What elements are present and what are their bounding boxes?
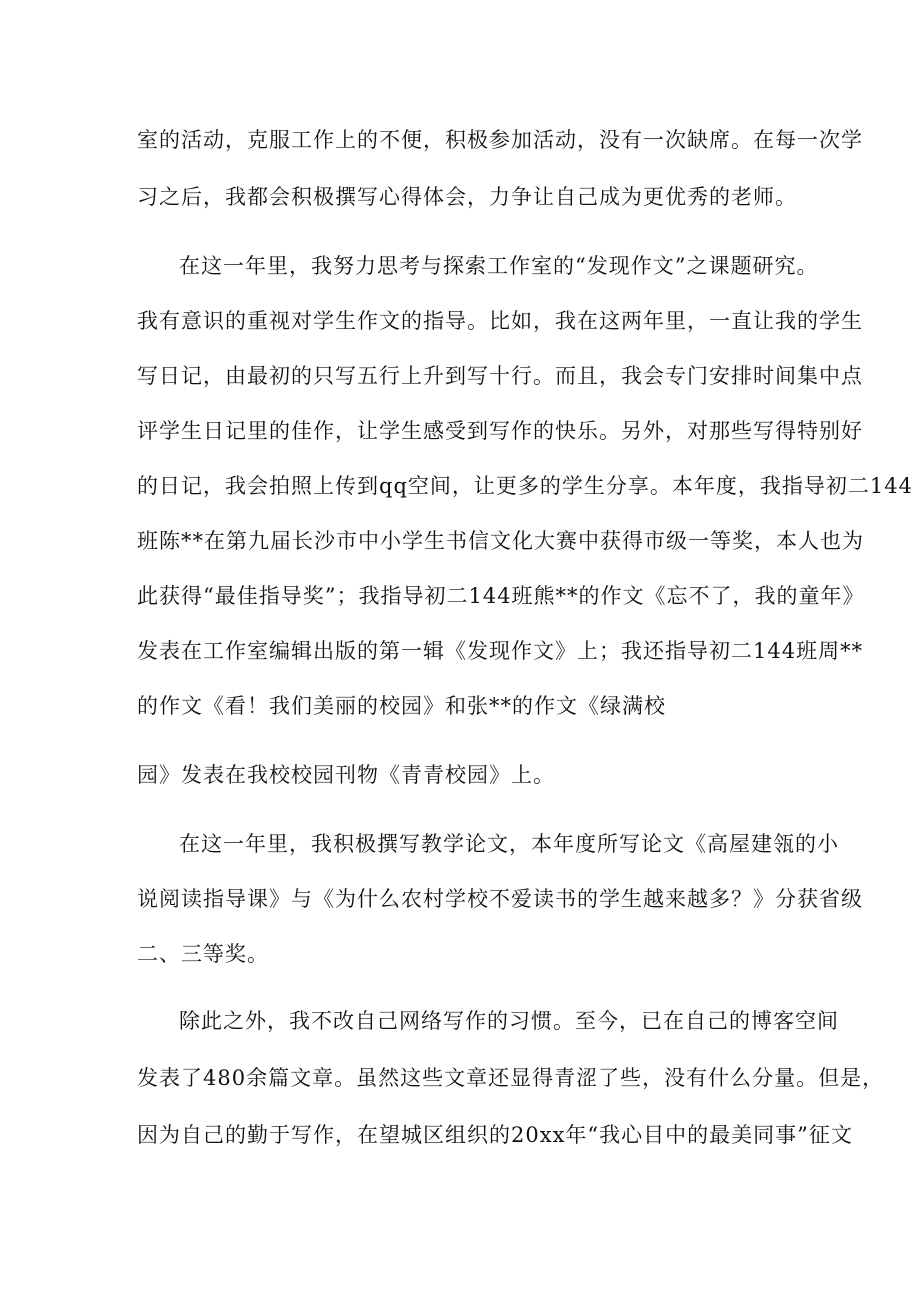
text-line: 的日记，我会拍照上传到qq空间，让更多的学生分享。本年度，我指导初二144 — [137, 474, 913, 498]
text-line: 我有意识的重视对学生作文的指导。比如，我在这两年里，一直让我的学生 — [137, 309, 863, 333]
paragraph-start-line: 在这一年里，我积极撰写教学论文，本年度所写论文《高屋建瓴的小 — [179, 832, 839, 856]
text-line: 写日记，由最初的只写五行上升到写十行。而且，我会专门安排时间集中点 — [137, 364, 863, 388]
text-line: 班陈**在第九届长沙市中小学生书信文化大赛中获得市级一等奖，本人也为 — [137, 529, 864, 553]
text-line: 二、三等奖。 — [137, 942, 269, 966]
text-line: 的作文《看！我们美丽的校园》和张**的作文《绿满校 — [137, 694, 666, 718]
text-line: 室的活动，克服工作上的不便，积极参加活动，没有一次缺席。在每一次学 — [137, 128, 863, 152]
text-line: 此获得“最佳指导奖”；我指导初二144班熊**的作文《忘不了，我的童年》 — [137, 584, 865, 608]
text-line: 评学生日记里的佳作，让学生感受到写作的快乐。另外，对那些写得特别好 — [137, 419, 863, 443]
text-line: 发表在工作室编辑出版的第一辑《发现作文》上；我还指导初二144班周** — [137, 639, 864, 663]
paragraph-start-line: 在这一年里，我努力思考与探索工作室的“发现作文”之课题研究。 — [179, 254, 819, 278]
text-line: 说阅读指导课》与《为什么农村学校不爱读书的学生越来越多？》分获省级 — [137, 887, 863, 911]
text-line: 习之后，我都会积极撰写心得体会，力争让自己成为更优秀的老师。 — [137, 185, 797, 209]
text-line: 园》发表在我校校园刊物《青青校园》上。 — [137, 763, 555, 787]
text-line: 发表了480余篇文章。虽然这些文章还显得青涩了些，没有什么分量。但是， — [137, 1066, 885, 1090]
text-line: 因为自己的勤于写作，在望城区组织的20xx年“我心目中的最美同事”征文 — [137, 1123, 853, 1147]
paragraph-start-line: 除此之外，我不改自己网络写作的习惯。至今，已在自己的博客空间 — [179, 1009, 839, 1033]
